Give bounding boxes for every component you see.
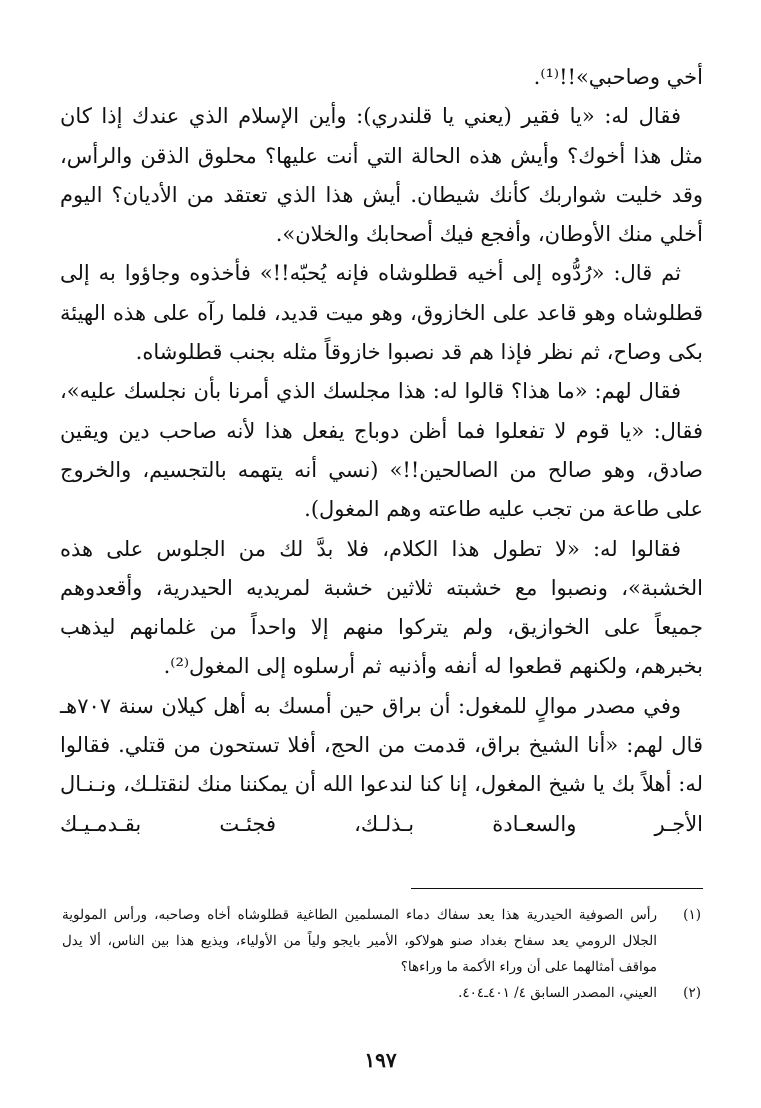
footnote-1 bbox=[62, 902, 701, 980]
footnote-2 bbox=[62, 980, 701, 1006]
footnote-number: (٢) bbox=[683, 985, 701, 1001]
footnotes bbox=[62, 902, 701, 1006]
paragraph-4: فقال لهم: «ما هذا؟ قالوا له: هذا مجلسك الذي أمرنا بأن نجلسك عليه»، فقال: «يا قوم لا تفعلوا فما أظن دوباج يفعل هذا لأنه صاحب دين ويقين صادق، وهو صالح من الصالحين!!» (نسي أنه يتهمه بالتجسيم، والخروج على طاعة من تجب عليه طاعته وهم المغول). bbox=[60, 379, 703, 522]
paragraph-1: أخي وصاحبي»!!⁽¹⁾. bbox=[533, 65, 703, 89]
paragraph-2: فقال له: «يا فقير (يعني يا قلندري): وأين الإسلام الذي عندك إذا كان مثل هذا أخوك؟ وأيش هذه الحالة التي أنت عليها؟ محلوق الذقن والرأس، وقد خليت شواربك كأنك شيطان. أيش هذا الذي تعتقد من الأديان؟ اليوم أخلي منك الأوطان، وأفجع فيك أصحابك والخلان». bbox=[60, 104, 703, 247]
footnote-number: (١) bbox=[683, 907, 701, 923]
page-number: ١٩٧ bbox=[364, 1048, 397, 1072]
footnote-text: العيني، المصدر السابق ٤/ ٤٠١ـ٤٠٤. bbox=[458, 985, 657, 1001]
footnote-text: رأس الصوفية الحيدرية هذا يعد سفاك دماء المسلمين الطاغية قطلوشاه أخاه وصاحبه، ورأس المولوية الجلال الرومي يعد سفاح بغداد صنو هولاكو، الأمير بايجو ولياً من الأولياء، ويذيع هذا بين الناس، ألا يدل مواقف أمثالهما على أن وراء الأكمة ما وراءها؟ bbox=[62, 907, 657, 975]
paragraph-3: ثم قال: «رُدُّوه إلى أخيه قطلوشاه فإنه يُحبّه!!» فأخذوه وجاؤوا به إلى قطلوشاه وهو قاعد على الخازوق، وهو ميت قديد، فلما رآه على هذه الهيئة بكى وصاح، ثم نظر فإذا هم قد نصبوا خازوقاً مثله بجنب قطلوشاه. bbox=[60, 261, 703, 365]
paragraph-6: وفي مصدر موالٍ للمغول: أن براق حين أمسك به أهل كيلان سنة ٧٠٧هـ قال لهم: «أنا الشيخ براق، قدمت من الحج، أفلا تستحون من قتلي. فقالوا له: أهلاً بك يا شيخ المغول، إنا كنا لندعوا الله أن يمكننا منك لنقتلـك، ونـنـال الأجـر والسعـادة بـذلـك، فجئـت بقـدمـيـك bbox=[60, 693, 703, 836]
footnote-separator bbox=[411, 888, 703, 889]
paragraph-5: فقالوا له: «لا تطول هذا الكلام، فلا بدَّ لك من الجلوس على هذه الخشبة»، ونصبوا مع خشبته ثلاثين خشبة لمريديه الحيدرية، وأقعدوهم جميعاً على الخوازيق، ولم يتركوا منهم إلا واحداً من غلمانهم ليذهب بخبرهم، ولكنهم قطعوا له أنفه وأذنيه ثم أرسلوه إلى المغول⁽²⁾. bbox=[60, 536, 704, 679]
main-text-block bbox=[60, 58, 703, 844]
